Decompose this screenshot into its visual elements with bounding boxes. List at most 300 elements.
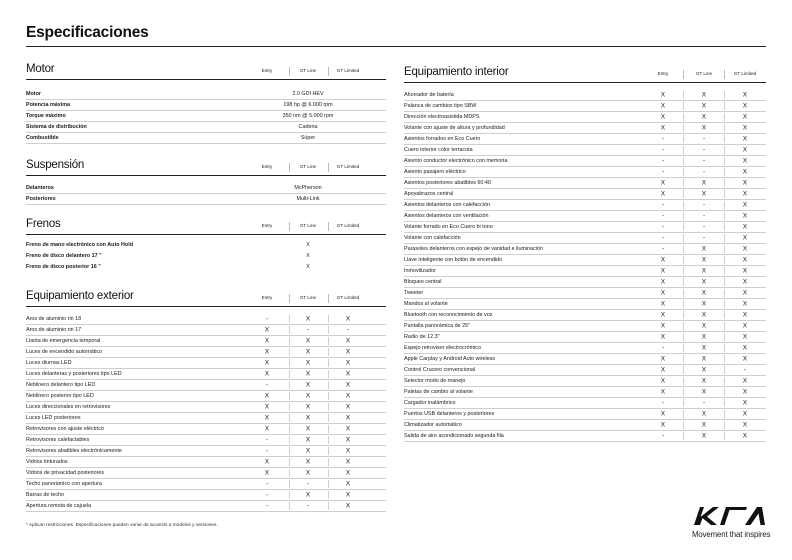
cell-divider — [683, 201, 684, 209]
table-row — [404, 266, 766, 277]
cell-divider — [724, 289, 725, 297]
cell-divider — [328, 370, 329, 378]
cell-gt-limited: X — [742, 113, 748, 121]
cell-divider — [683, 102, 684, 110]
cell-gt-limited: X — [742, 432, 748, 440]
cell-gt-limited: X — [742, 135, 748, 143]
cell-gt-limited: X — [742, 146, 748, 154]
cell-divider — [724, 113, 725, 121]
cell-gt-limited: X — [742, 377, 748, 385]
cell-entry: X — [660, 278, 666, 286]
column-header-gt-line: GT Line — [299, 164, 317, 169]
column-header-entry: Entry — [657, 71, 669, 76]
cell-gt-limited: X — [345, 337, 351, 345]
table-row — [404, 321, 766, 332]
cell-divider — [289, 469, 290, 477]
cell-entry: X — [660, 366, 666, 374]
section-header — [26, 287, 386, 307]
table-row — [404, 200, 766, 211]
cell-gt-limited: X — [742, 278, 748, 286]
column-divider — [328, 163, 329, 172]
row-label: Vidrios tinturados — [26, 459, 68, 465]
cell-gt-line: X — [701, 311, 707, 319]
cell-entry: X — [660, 377, 666, 385]
cell-entry: X — [264, 370, 270, 378]
row-label: Palanca de cambios tipo SBW — [404, 103, 477, 109]
table-row — [404, 354, 766, 365]
cell-divider — [683, 212, 684, 220]
row-label: Asiento pasajero eléctrico — [404, 169, 466, 175]
cell-entry: - — [265, 447, 269, 455]
cell-divider — [683, 322, 684, 330]
cell-divider — [683, 311, 684, 319]
section-suspension — [26, 156, 386, 205]
cell-gt-line: X — [305, 425, 311, 433]
column-header-gt-line: GT Line — [299, 68, 317, 73]
spec-label: Delanteros — [26, 185, 54, 191]
column-header-gt-limited: GT Limited — [336, 295, 360, 300]
cell-entry: X — [264, 359, 270, 367]
cell-gt-line: X — [701, 410, 707, 418]
cell-divider — [724, 245, 725, 253]
cell-gt-limited: X — [345, 469, 351, 477]
table-body — [404, 90, 766, 442]
cell-entry: X — [264, 469, 270, 477]
table-row — [404, 244, 766, 255]
cell-entry: X — [264, 392, 270, 400]
spec-value: Súper — [300, 135, 316, 141]
column-divider — [289, 67, 290, 76]
cell-entry: X — [264, 403, 270, 411]
cell-gt-line: X — [701, 91, 707, 99]
cell-entry: - — [661, 245, 665, 253]
cell-entry: - — [265, 436, 269, 444]
cell-divider — [724, 344, 725, 352]
row-label: Aros de aluminio rin 17 — [26, 327, 82, 333]
cell-divider — [683, 410, 684, 418]
brand-tagline: Movement that inspires — [692, 530, 771, 539]
row-label: Selector modo de manejo — [404, 378, 466, 384]
cell-divider — [328, 458, 329, 466]
cell-divider — [289, 326, 290, 334]
cell-divider — [289, 458, 290, 466]
table-row — [26, 424, 386, 435]
table-row — [26, 402, 386, 413]
spec-label: Freno de mano electrónico con Auto Hold — [26, 241, 134, 248]
table-row — [26, 391, 386, 402]
table-row — [26, 413, 386, 424]
cell-entry: X — [660, 256, 666, 264]
cell-divider — [683, 344, 684, 352]
cell-divider — [289, 491, 290, 499]
cell-entry: X — [660, 311, 666, 319]
cell-divider — [328, 491, 329, 499]
cell-entry: X — [264, 458, 270, 466]
cell-divider — [683, 146, 684, 154]
cell-entry: X — [660, 322, 666, 330]
cell-divider — [289, 392, 290, 400]
cell-divider — [724, 388, 725, 396]
cell-gt-line: X — [701, 355, 707, 363]
cell-gt-limited: X — [742, 267, 748, 275]
table-row — [26, 347, 386, 358]
cell-entry: - — [661, 344, 665, 352]
column-divider — [724, 70, 725, 79]
spec-row — [26, 250, 386, 261]
cell-divider — [289, 502, 290, 510]
cell-divider — [683, 124, 684, 132]
cell-gt-limited: X — [742, 102, 748, 110]
table-row — [404, 112, 766, 123]
cell-gt-limited: X — [345, 425, 351, 433]
column-divider — [683, 70, 684, 79]
cell-divider — [289, 480, 290, 488]
cell-gt-limited: X — [742, 256, 748, 264]
row-label: Apoyabrazos central — [404, 191, 454, 197]
table-row — [404, 189, 766, 200]
spec-label: Potencia máxima — [26, 102, 71, 108]
cell-gt-line: X — [701, 102, 707, 110]
cell-gt-limited: X — [345, 502, 351, 510]
spec-row — [26, 239, 386, 250]
cell-gt-line: - — [702, 146, 706, 154]
cell-gt-line: X — [701, 300, 707, 308]
cell-gt-limited: X — [742, 124, 748, 132]
cell-gt-limited: X — [345, 414, 351, 422]
cell-gt-line: - — [306, 480, 310, 488]
spec-row — [26, 111, 386, 122]
cell-divider — [724, 157, 725, 165]
column-header-gt-line: GT Line — [299, 223, 317, 228]
cell-gt-line: X — [701, 278, 707, 286]
cell-divider — [724, 399, 725, 407]
cell-entry: - — [265, 381, 269, 389]
cell-gt-limited: X — [345, 315, 351, 323]
cell-gt-line: - — [702, 234, 706, 242]
cell-entry: X — [264, 425, 270, 433]
spec-label: Torque máximo — [26, 113, 66, 119]
cell-divider — [683, 289, 684, 297]
table-row — [404, 90, 766, 101]
cell-divider — [328, 315, 329, 323]
cell-entry: X — [660, 388, 666, 396]
section-header — [404, 63, 766, 83]
cell-divider — [683, 388, 684, 396]
row-label: Cuero interior color terracota — [404, 147, 473, 153]
cell-gt-limited: X — [345, 447, 351, 455]
cell-entry: X — [264, 414, 270, 422]
cell-gt-line: X — [701, 421, 707, 429]
cell-entry: X — [264, 348, 270, 356]
table-row — [26, 369, 386, 380]
cell-gt-limited: - — [743, 366, 747, 374]
cell-divider — [683, 168, 684, 176]
table-row — [26, 314, 386, 325]
cell-divider — [328, 392, 329, 400]
cell-gt-line: - — [702, 212, 706, 220]
column-header-gt-line: GT Line — [299, 295, 317, 300]
row-label: Luces de encendido automático — [26, 349, 103, 355]
table-row — [404, 255, 766, 266]
cell-divider — [724, 234, 725, 242]
row-label: Radio de 12.3" — [404, 334, 440, 340]
cell-divider — [724, 168, 725, 176]
cell-divider — [328, 480, 329, 488]
section-title: Suspensión — [26, 159, 85, 171]
cell-gt-limited: X — [742, 234, 748, 242]
spec-row — [26, 100, 386, 111]
cell-gt-line: X — [701, 344, 707, 352]
cell-gt-line: - — [702, 223, 706, 231]
cell-divider — [683, 300, 684, 308]
table-row — [26, 446, 386, 457]
cell-gt-limited: X — [742, 245, 748, 253]
cell-gt-line: X — [701, 366, 707, 374]
row-label: Volante con ajuste de altura y profundidad — [404, 125, 505, 131]
table-row — [404, 365, 766, 376]
cell-gt-line: X — [305, 381, 311, 389]
cell-divider — [289, 381, 290, 389]
cell-entry: - — [661, 234, 665, 242]
cell-gt-limited: X — [742, 168, 748, 176]
table-row — [26, 468, 386, 479]
cell-divider — [683, 223, 684, 231]
table-row — [26, 380, 386, 391]
cell-gt-line: X — [305, 447, 311, 455]
column-header-gt-limited: GT Limited — [733, 71, 757, 76]
row-label: Parasoles delanteros con espejo de vanidad e iluminación — [404, 246, 544, 252]
cell-divider — [724, 410, 725, 418]
cell-divider — [724, 91, 725, 99]
column-divider — [328, 294, 329, 303]
cell-gt-limited: X — [742, 355, 748, 363]
table-row — [26, 358, 386, 369]
spec-row — [26, 194, 386, 205]
row-label: Asiento conductor electrónico con memoria — [404, 158, 508, 164]
table-row — [26, 457, 386, 468]
spec-label: Combustible — [26, 135, 59, 141]
cell-divider — [289, 315, 290, 323]
spec-label: Sistema de distribución — [26, 124, 87, 130]
cell-gt-limited: X — [345, 436, 351, 444]
cell-entry: X — [660, 333, 666, 341]
cell-divider — [289, 348, 290, 356]
cell-gt-limited: X — [742, 223, 748, 231]
page-title: Especificaciones — [26, 24, 149, 41]
cell-divider — [724, 311, 725, 319]
cell-entry: X — [264, 337, 270, 345]
spec-value: X — [306, 241, 310, 248]
cell-divider — [683, 333, 684, 341]
cell-gt-line: X — [305, 348, 311, 356]
cell-gt-limited: X — [742, 201, 748, 209]
cell-gt-line: X — [701, 245, 707, 253]
row-label: Cargador inalámbrico — [404, 400, 456, 406]
row-label: Volante con calefacción — [404, 235, 461, 241]
row-label: Luces LED posteriores — [26, 415, 81, 421]
table-row — [26, 435, 386, 446]
cell-divider — [724, 267, 725, 275]
cell-divider — [683, 113, 684, 121]
column-divider — [289, 163, 290, 172]
cell-gt-line: X — [305, 359, 311, 367]
row-label: Retrovisores con ajuste eléctrico — [26, 426, 104, 432]
cell-divider — [724, 223, 725, 231]
spec-row — [26, 133, 386, 144]
section-title: Equipamiento interior — [404, 66, 509, 78]
cell-gt-limited: X — [345, 392, 351, 400]
column-header-gt-limited: GT Limited — [336, 164, 360, 169]
spec-value: 2.0 GDI HEV — [292, 91, 324, 97]
spec-label: Motor — [26, 91, 41, 97]
cell-divider — [328, 403, 329, 411]
row-label: Puertos USB delanteros y posteriores — [404, 411, 495, 417]
table-row — [26, 325, 386, 336]
spec-value: X — [306, 252, 310, 259]
row-label: Luces diurnas LED — [26, 360, 72, 366]
cell-gt-limited: X — [345, 458, 351, 466]
spec-value: 198 hp @ 6.000 rpm — [283, 102, 333, 108]
cell-entry: - — [265, 315, 269, 323]
cell-gt-limited: X — [742, 344, 748, 352]
cell-divider — [328, 425, 329, 433]
table-row — [404, 310, 766, 321]
cell-divider — [724, 179, 725, 187]
cell-entry: X — [660, 179, 666, 187]
cell-divider — [724, 432, 725, 440]
column-header-entry: Entry — [261, 223, 273, 228]
cell-entry: - — [265, 491, 269, 499]
cell-entry: - — [661, 146, 665, 154]
cell-gt-line: X — [701, 190, 707, 198]
cell-divider — [683, 190, 684, 198]
column-divider — [289, 222, 290, 231]
row-label: Asientos delanteros con ventilación — [404, 213, 489, 219]
row-label: Neblinero posterior tipo LED — [26, 393, 94, 399]
section-motor — [26, 60, 386, 144]
cell-divider — [683, 278, 684, 286]
spec-value: Multi-Link — [296, 196, 320, 202]
row-label: Climatizador automático — [404, 422, 462, 428]
column-header-gt-limited: GT Limited — [336, 223, 360, 228]
footnote: * Aplican restricciones. Especificaciones pueden variar de acuerdo a modelos y versiones. — [26, 523, 218, 528]
cell-gt-limited: X — [345, 480, 351, 488]
section-equipamiento-exterior — [26, 287, 386, 512]
cell-divider — [683, 234, 684, 242]
cell-divider — [328, 359, 329, 367]
cell-divider — [683, 267, 684, 275]
spec-row — [26, 183, 386, 194]
cell-gt-line: X — [701, 289, 707, 297]
cell-divider — [724, 124, 725, 132]
section-title: Frenos — [26, 218, 61, 230]
cell-entry: X — [660, 190, 666, 198]
row-label: Apertura remota de cajuela — [26, 503, 92, 509]
cell-gt-limited: X — [345, 348, 351, 356]
cell-entry: - — [265, 480, 269, 488]
cell-divider — [289, 359, 290, 367]
cell-gt-limited: X — [742, 289, 748, 297]
row-label: Pantalla panorámica de 25" — [404, 323, 471, 329]
column-header-entry: Entry — [261, 68, 273, 73]
cell-gt-limited: X — [742, 322, 748, 330]
row-label: Retrovisores calefactables — [26, 437, 90, 443]
table-row — [26, 501, 386, 512]
row-label: Vidrios de privacidad posteriores — [26, 470, 105, 476]
row-label: Dirección electroasistida MDPS — [404, 114, 480, 120]
cell-gt-line: X — [305, 414, 311, 422]
cell-divider — [289, 447, 290, 455]
cell-gt-limited: - — [346, 326, 350, 334]
cell-gt-line: X — [701, 124, 707, 132]
cell-divider — [683, 157, 684, 165]
cell-gt-line: X — [701, 377, 707, 385]
table-row — [404, 343, 766, 354]
section-header — [26, 215, 386, 235]
cell-gt-line: X — [701, 113, 707, 121]
cell-gt-line: - — [306, 502, 310, 510]
cell-gt-limited: X — [345, 381, 351, 389]
row-label: Asientos delanteros con calefacción — [404, 202, 491, 208]
cell-divider — [683, 355, 684, 363]
section-header — [26, 156, 386, 176]
section-header — [26, 60, 386, 80]
row-label: Ahorrador de batería — [404, 92, 454, 98]
cell-divider — [328, 381, 329, 389]
cell-gt-line: - — [306, 326, 310, 334]
cell-divider — [724, 421, 725, 429]
row-label: Retrovisores abatibles electrónicamente — [26, 448, 122, 454]
table-row — [26, 336, 386, 347]
cell-gt-line: X — [305, 491, 311, 499]
cell-divider — [683, 377, 684, 385]
cell-divider — [683, 421, 684, 429]
row-label: Llanta de emergencia temporal — [26, 338, 101, 344]
row-label: Asientos posteriores abatibles 60:40 — [404, 180, 491, 186]
cell-entry: - — [661, 168, 665, 176]
spec-value: Cadena — [298, 124, 318, 130]
cell-divider — [683, 135, 684, 143]
cell-divider — [289, 425, 290, 433]
cell-divider — [724, 212, 725, 220]
cell-gt-line: X — [701, 388, 707, 396]
cell-gt-limited: X — [742, 190, 748, 198]
row-label: Luces direccionales en retrovisores — [26, 404, 111, 410]
cell-gt-limited: X — [742, 311, 748, 319]
cell-gt-limited: X — [742, 421, 748, 429]
table-row — [404, 145, 766, 156]
table-row — [404, 277, 766, 288]
cell-divider — [328, 348, 329, 356]
cell-gt-limited: X — [742, 333, 748, 341]
spec-label: Posteriores — [26, 196, 56, 202]
cell-gt-limited: X — [345, 370, 351, 378]
cell-divider — [724, 135, 725, 143]
cell-divider — [683, 366, 684, 374]
cell-gt-line: X — [305, 337, 311, 345]
cell-divider — [328, 469, 329, 477]
section-title: Motor — [26, 63, 55, 75]
cell-divider — [328, 414, 329, 422]
cell-gt-line: X — [701, 322, 707, 330]
section-title: Equipamiento exterior — [26, 290, 134, 302]
cell-divider — [724, 190, 725, 198]
cell-entry: - — [265, 502, 269, 510]
cell-gt-limited: X — [742, 179, 748, 187]
cell-entry: X — [660, 102, 666, 110]
row-label: Espejo retrovisor electrocrómico — [404, 345, 481, 351]
cell-divider — [724, 333, 725, 341]
